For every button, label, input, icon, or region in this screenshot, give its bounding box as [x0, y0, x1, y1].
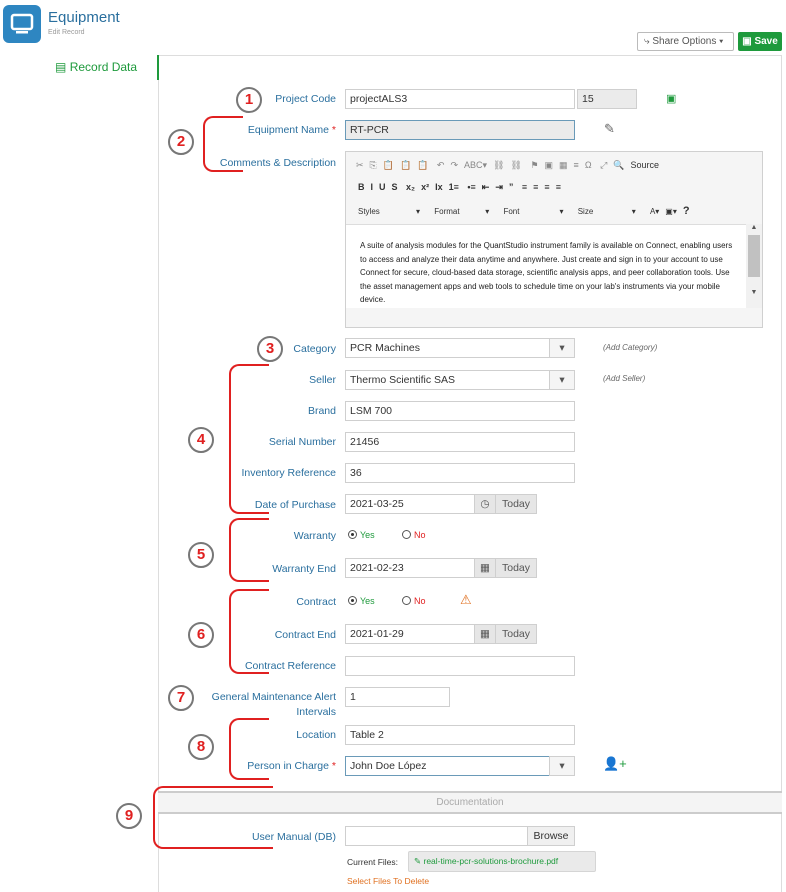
person-in-charge-select[interactable]: John Doe López: [345, 756, 550, 776]
required-asterisk: *: [331, 124, 336, 136]
warranty-no-radio[interactable]: No: [402, 530, 426, 540]
styles-select[interactable]: Styles: [358, 207, 380, 216]
user-manual-label: User Manual (DB): [251, 831, 336, 843]
serial-number-input[interactable]: 21456: [345, 432, 575, 452]
project-number-input: 15: [577, 89, 637, 109]
purchase-today-button[interactable]: Today: [495, 494, 537, 514]
project-code-input[interactable]: projectALS3: [345, 89, 575, 109]
maintenance-interval-input[interactable]: 1: [345, 687, 450, 707]
marker-1: 1: [236, 87, 262, 113]
contract-yes-radio[interactable]: Yes: [348, 596, 375, 606]
inventory-reference-input[interactable]: 36: [345, 463, 575, 483]
date-of-purchase-input[interactable]: 2021-03-25: [345, 494, 475, 514]
editor-toolbar-row3[interactable]: Styles ▾ Format ▾ Font ▾ Size ▾ A▾ ▣▾ ?: [358, 205, 690, 217]
documentation-title: Documentation: [436, 797, 504, 808]
maintenance-label-line1: General Maintenance Alert: [211, 691, 336, 703]
location-label: Location: [296, 729, 336, 741]
page-title: Equipment: [48, 9, 120, 26]
editor-toolbar-row1[interactable]: ✂ ⎘ 📋 📋 📋 ↶ ↷ ABC▾ ⛓ ⛓ ⚑ ▣ ▦ ≡ Ω ⤢ 🔍 Source: [356, 160, 660, 170]
equipment-name-label: Equipment Name *: [247, 124, 336, 136]
select-files-to-delete-link[interactable]: Select Files To Delete: [347, 876, 430, 886]
bg-color-icon[interactable]: ▣▾: [665, 207, 677, 216]
text-color-icon[interactable]: A▾: [649, 207, 660, 216]
file-chip[interactable]: [408, 851, 596, 872]
editor-content[interactable]: [346, 224, 746, 308]
scroll-down-icon[interactable]: ▼: [750, 289, 758, 296]
comments-text: A suite of analysis modules for the QuantStudio instrument family is available on Connect, enabling users to access and analyze their data anytime and anywhere. Just create and sign in to your account to use Connect for secure, cloud-based data storage, scientific analysis apps, and peer collaboration tools. Use the asset management apps and web tools to schedule time on your lab's instruments via your mobile device.: [360, 241, 733, 304]
editor-toolbar-row2[interactable]: B I U S x₂ x² Ix 1≡ •≡ ⇤ ⇥ ” ≡ ≡ ≡ ≡: [358, 182, 561, 192]
user-manual-file-input[interactable]: [345, 826, 528, 846]
comments-label: Comments & Description: [219, 157, 336, 169]
warranty-today-button[interactable]: Today: [495, 558, 537, 578]
equipment-name-input[interactable]: RT-PCR: [345, 120, 575, 140]
chevron-down-icon: ▾: [719, 36, 724, 47]
app-logo-icon: [3, 5, 41, 43]
contract-reference-input[interactable]: [345, 656, 575, 676]
edit-icon: ✎: [414, 856, 422, 866]
brand-label: Brand: [307, 405, 336, 417]
warranty-end-input[interactable]: 2021-02-23: [345, 558, 475, 578]
save-icon: ▣: [742, 36, 752, 47]
current-files-label: Current Files:: [347, 857, 399, 867]
date-of-purchase-label: Date of Purchase: [254, 499, 336, 511]
share-options-label: Share Options: [652, 36, 717, 47]
warranty-label: Warranty: [293, 530, 336, 542]
share-options-button[interactable]: [637, 32, 734, 51]
share-icon: ⤷: [644, 36, 650, 47]
size-select[interactable]: Size: [577, 207, 594, 216]
scroll-up-icon[interactable]: ▲: [750, 224, 758, 231]
location-input[interactable]: Table 2: [345, 725, 575, 745]
clock-icon[interactable]: ◷: [474, 494, 496, 514]
list-icon: ▤: [55, 60, 67, 74]
add-category-link[interactable]: (Add Category): [603, 343, 658, 352]
person-dropdown-button[interactable]: ▾: [549, 756, 575, 776]
marker-2: 2: [168, 129, 194, 155]
group-bracket-5: [229, 518, 269, 582]
documentation-header: [158, 791, 782, 814]
marker-9: 9: [116, 803, 142, 829]
browse-button[interactable]: Browse: [527, 826, 575, 846]
project-code-label: Project Code: [275, 93, 336, 105]
maintenance-label-line2: Intervals: [296, 706, 336, 718]
marker-4: 4: [188, 427, 214, 453]
marker-7: 7: [168, 685, 194, 711]
seller-label: Seller: [309, 374, 336, 386]
category-select[interactable]: PCR Machines: [345, 338, 550, 358]
editor-scrollbar[interactable]: [746, 224, 762, 308]
record-data-label: Record Data: [69, 60, 138, 74]
seller-select[interactable]: Thermo Scientific SAS: [345, 370, 550, 390]
contract-end-label: Contract End: [274, 629, 336, 641]
inventory-reference-label: Inventory Reference: [241, 467, 336, 479]
contract-end-input[interactable]: 2021-01-29: [345, 624, 475, 644]
folder-add-icon[interactable]: ▣: [666, 93, 677, 105]
panel-accent-line: [157, 55, 159, 80]
contract-reference-label: Contract Reference: [244, 660, 336, 672]
seller-dropdown-button[interactable]: ▾: [549, 370, 575, 390]
file-name: real-time-pcr-solutions-brochure.pdf: [423, 856, 559, 866]
contract-label: Contract: [296, 596, 336, 608]
calendar-icon[interactable]: ▦: [474, 558, 496, 578]
contract-today-button[interactable]: Today: [495, 624, 537, 644]
calendar-icon[interactable]: ▦: [474, 624, 496, 644]
marker-3: 3: [257, 336, 283, 362]
marker-5: 5: [188, 542, 214, 568]
warranty-yes-radio[interactable]: Yes: [348, 530, 375, 540]
format-select[interactable]: Format: [434, 207, 460, 216]
marker-6: 6: [188, 622, 214, 648]
sidebar-item-record-data[interactable]: [55, 60, 137, 74]
group-bracket-4: [229, 364, 269, 514]
required-asterisk: *: [331, 760, 336, 772]
save-button[interactable]: [738, 32, 782, 51]
serial-number-label: Serial Number: [268, 436, 336, 448]
marker-8: 8: [188, 734, 214, 760]
brand-input[interactable]: LSM 700: [345, 401, 575, 421]
help-icon[interactable]: ?: [682, 205, 690, 217]
page-subtitle: Edit Record: [48, 29, 85, 36]
category-label: Category: [293, 343, 336, 355]
contract-no-radio[interactable]: No: [402, 596, 426, 606]
save-label: Save: [754, 36, 778, 47]
category-dropdown-button[interactable]: ▾: [549, 338, 575, 358]
font-select[interactable]: Font: [503, 207, 520, 216]
warranty-end-label: Warranty End: [272, 563, 336, 575]
add-user-icon[interactable]: 👤+: [603, 756, 627, 771]
warning-icon: ⚠: [460, 592, 472, 607]
person-in-charge-label: Person in Charge *: [247, 760, 336, 772]
edit-icon[interactable]: ✎: [604, 121, 615, 136]
add-seller-link[interactable]: (Add Seller): [603, 374, 646, 383]
